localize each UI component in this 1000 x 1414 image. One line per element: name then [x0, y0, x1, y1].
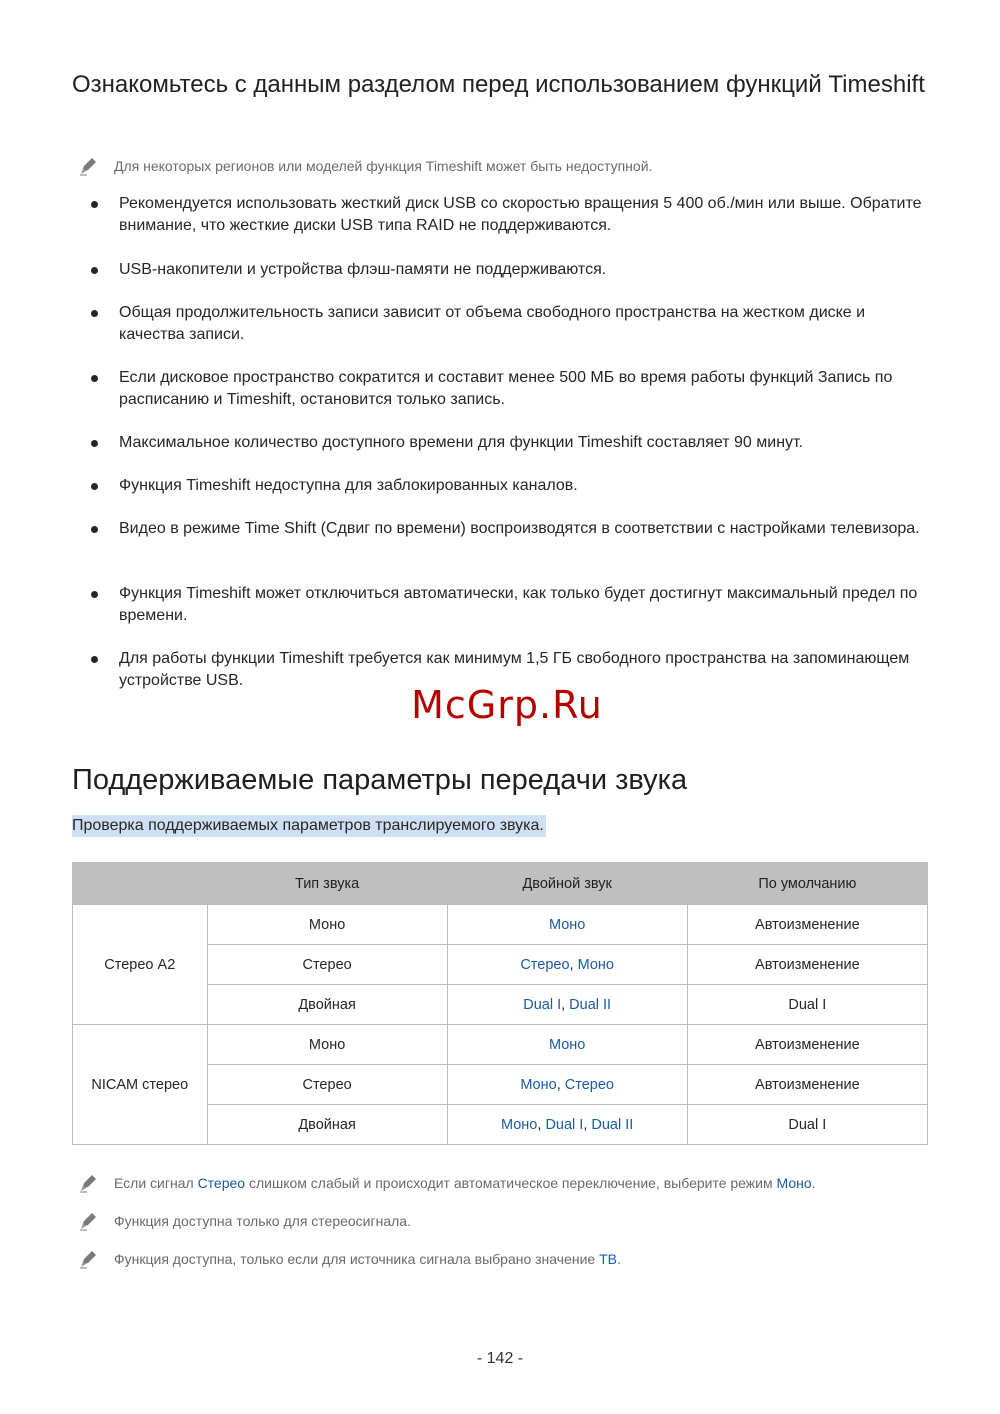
dual-sound-value: Dual II: [569, 996, 612, 1013]
dual-sound-cell: [447, 945, 687, 985]
sound-type-cell: Моно: [207, 905, 447, 945]
note-text: Если сигнал Стерео слишком слабый и происходит автоматическое переключение, выберите режим Моно.: [114, 1175, 816, 1191]
dual-sound-cell: [447, 1065, 687, 1105]
note-text: Для некоторых регионов или моделей функция Timeshift может быть недоступной.: [114, 158, 653, 174]
manual-page: Ознакомьтесь с данным разделом перед использованием функций Timeshift Для некоторых регионов или моделей функция Timeshift может быть недоступной. Рекомендуется использовать жесткий диск USB со скоростью вращения 5 400 об./мин или выше. Обратите внимание, что жесткие диски USB типа RAID не поддерживаются. USB-накопители и устройства флэш-памяти не поддерживаются. Общая продолжительность записи зависит от объема свободного пространства на жестком диске и качества записи. Если дисковое пространство сократится и составит менее 500 МБ во время работы функций Запись по расписанию и Timeshift, остановится только запись. Максимальное количество доступного времени для функции Timeshift составляет 90 минут. Функция Timeshift недоступна для заблокированных каналов. Видео в режиме Time Shift (Сдвиг по времени) воспроизводятся в соответствии с настройками телевизора. Функция Timeshift может отключиться автоматически, как только будет достигнут максимальный предел по времени. Для работы функции Timeshift требуется как минимум 1,5 ГБ свободного пространства на запоминающем устройстве USB. McGrp.Ru Поддерживаемые параметры передачи звука Проверка поддерживаемых параметров транслируемого звука. Тип звука Двойной звук По умолчанию Стерео A2 Моно Моно Автоизменение Стерео Стерео, Моно Автоизменение Двойная Dual I, Dual II Dual I NICAM стерео Моно Моно Автоизменение Стерео Моно, Стерео Автоизменение Двойная Моно, Dual I, Dual II Dual I Если сигнал Стерео слишком слабый и происходит автоматическое переключение, выберите режим Моно. Функция доступна только для стереосигнала. Функция доступна, только если для источника сигнала выбрано значение ТВ. - 142 -: [0, 0, 1000, 1414]
table-header-row: [73, 863, 928, 905]
watermark: McGrp.Ru: [411, 683, 603, 727]
header-cell-default: По умолчанию: [687, 863, 927, 905]
dual-sound-value: Моно: [548, 916, 586, 933]
sound-section-intro: Проверка поддерживаемых параметров транслируемого звука.: [72, 815, 546, 837]
table-row: [73, 1025, 928, 1065]
table-body: [73, 905, 928, 1145]
timeshift-section-title: Ознакомьтесь с данным разделом перед использованием функций Timeshift: [72, 71, 925, 98]
bullet-dot-icon: [91, 267, 98, 274]
page-number: - 142 -: [476, 1350, 524, 1367]
dual-sound-cell: [447, 1105, 687, 1145]
separator: ,: [561, 996, 570, 1013]
dual-sound-value: Стерео: [564, 1076, 614, 1093]
default-cell: Автоизменение: [687, 1065, 927, 1105]
mode-link-mono: Моно: [776, 1175, 812, 1191]
separator: ,: [569, 956, 578, 973]
sound-type-cell: Стерео: [207, 1065, 447, 1105]
dual-sound-cell: [447, 905, 687, 945]
dual-sound-value: Моно: [577, 956, 614, 973]
bullet-dot-icon: [91, 375, 98, 382]
bullet-dot-icon: [91, 656, 98, 663]
dual-sound-value: Моно: [548, 1036, 586, 1053]
dual-sound-value: Dual I: [523, 996, 562, 1013]
bullet-dot-icon: [91, 526, 98, 533]
bullet-dot-icon: [91, 483, 98, 490]
dual-sound-value: Моно: [520, 1076, 557, 1093]
bullet-dot-icon: [91, 591, 98, 598]
default-cell: Dual I: [687, 1105, 927, 1145]
table-row: [73, 905, 928, 945]
sound-type-cell: Стерео: [207, 945, 447, 985]
bullet-dot-icon: [91, 310, 98, 317]
bullet-dot-icon: [91, 440, 98, 447]
note-text: Функция доступна, только если для источника сигнала выбрано значение ТВ.: [114, 1251, 621, 1267]
header-cell-empty: [73, 863, 208, 905]
header-cell-sound-type: Тип звука: [207, 863, 447, 905]
bullet-dot-icon: [91, 201, 98, 208]
sound-type-cell: Двойная: [207, 985, 447, 1025]
dual-sound-value: Моно: [500, 1116, 538, 1133]
dual-sound-value: Dual I: [545, 1116, 584, 1133]
default-cell: Автоизменение: [687, 945, 927, 985]
pencil-icon: [78, 1249, 98, 1269]
separator: ,: [556, 1076, 565, 1093]
mode-link-stereo: Стерео: [197, 1175, 246, 1191]
sound-parameters-table: [72, 862, 928, 1145]
pencil-icon: [78, 156, 98, 176]
dual-sound-value: Стерео: [520, 956, 570, 973]
separator: ,: [537, 1116, 546, 1133]
note-text: Функция доступна только для стереосигнала.: [114, 1213, 411, 1229]
default-cell: Автоизменение: [687, 905, 927, 945]
dual-sound-cell: [447, 985, 687, 1025]
dual-sound-value: Dual II: [591, 1116, 634, 1133]
sound-section-title: Поддерживаемые параметры передачи звука: [72, 764, 688, 796]
signal-type-cell: NICAM стерео: [73, 1025, 208, 1145]
separator: ,: [583, 1116, 592, 1133]
source-link-tv: ТВ: [599, 1251, 617, 1267]
pencil-icon: [78, 1211, 98, 1231]
default-cell: Автоизменение: [687, 1025, 927, 1065]
header-cell-dual-sound: Двойной звук: [447, 863, 687, 905]
signal-type-cell: Стерео A2: [73, 905, 208, 1025]
default-cell: Dual I: [687, 985, 927, 1025]
pencil-icon: [78, 1173, 98, 1193]
dual-sound-cell: [447, 1025, 687, 1065]
sound-type-cell: Двойная: [207, 1105, 447, 1145]
sound-type-cell: Моно: [207, 1025, 447, 1065]
